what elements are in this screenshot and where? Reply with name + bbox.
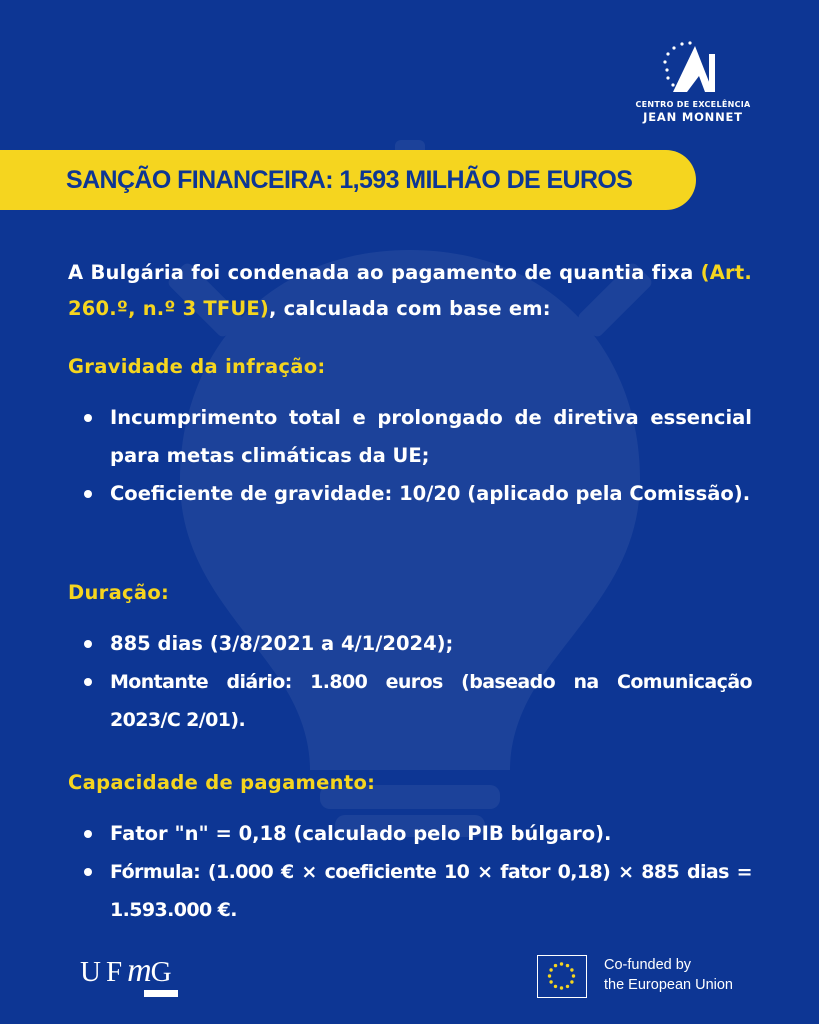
list-item-text: Fórmula: (1.000 € × coeficiente 10 × fator 0,18) × 885 dias = 1.593.000 €. — [110, 861, 752, 921]
logo-line1: CENTRO DE EXCELÊNCIA — [635, 100, 751, 109]
eu-flag — [537, 955, 587, 998]
list-gravidade — [68, 399, 752, 513]
list-item — [68, 625, 752, 663]
ufmg-logo-m: m — [127, 952, 151, 989]
title-banner — [0, 150, 696, 210]
ufmg-logo-bar — [144, 990, 178, 997]
ufmg-logo-uf: UF — [80, 956, 128, 988]
list-item-text: Incumprimento total e prolongado de diretiva essencial para metas climáticas da UE; — [110, 406, 752, 467]
bullet-dot-icon — [84, 868, 92, 876]
intro-text-2: , calculada com base em: — [269, 297, 551, 320]
list-duracao — [68, 625, 752, 739]
eu-flag-icon — [538, 956, 585, 996]
list-item-text: Montante diário: 1.800 euros (baseado na Comunicação 2023/C 2/01). — [110, 671, 752, 731]
list-item — [68, 815, 752, 853]
list-capacidade — [68, 815, 752, 929]
section-heading-duracao: Duração: — [68, 581, 170, 604]
jean-monnet-logo-icon — [659, 40, 727, 96]
intro-text-1: A Bulgária foi condenada ao pagamento de quantia fixa — [68, 261, 701, 284]
eu-line1: Co-funded by — [604, 957, 692, 973]
list-item-text: Fator "n" = 0,18 (calculado pelo PIB búlgaro). — [110, 822, 612, 845]
bullet-dot-icon — [84, 490, 92, 498]
list-item-text: Coeficiente de gravidade: 10/20 (aplicado pela Comissão). — [110, 482, 751, 505]
page-title: SANÇÃO FINANCEIRA: 1,593 MILHÃO DE EUROS — [66, 166, 633, 194]
intro-highlight: (Art. 260.º, n.º 3 TFUE) — [68, 261, 752, 320]
ufmg-logo — [80, 952, 177, 1002]
intro-paragraph — [68, 255, 752, 327]
list-item — [68, 853, 752, 929]
jean-monnet-logo — [628, 40, 758, 124]
logo-line2: JEAN MONNET — [643, 110, 743, 124]
bullet-dot-icon — [84, 640, 92, 648]
list-item — [68, 399, 752, 475]
section-heading-gravidade: Gravidade da infração: — [68, 355, 326, 378]
eu-line2: the European Union — [604, 977, 733, 993]
list-item — [68, 663, 752, 739]
ufmg-logo-g: G — [150, 956, 177, 988]
bullet-dot-icon — [84, 414, 92, 422]
list-item-text: 885 dias (3/8/2021 a 4/1/2024); — [110, 632, 454, 655]
list-item — [68, 475, 752, 513]
bullet-dot-icon — [84, 830, 92, 838]
eu-cofunded-text — [604, 955, 733, 995]
bullet-dot-icon — [84, 678, 92, 686]
section-heading-capacidade: Capacidade de pagamento: — [68, 771, 376, 794]
